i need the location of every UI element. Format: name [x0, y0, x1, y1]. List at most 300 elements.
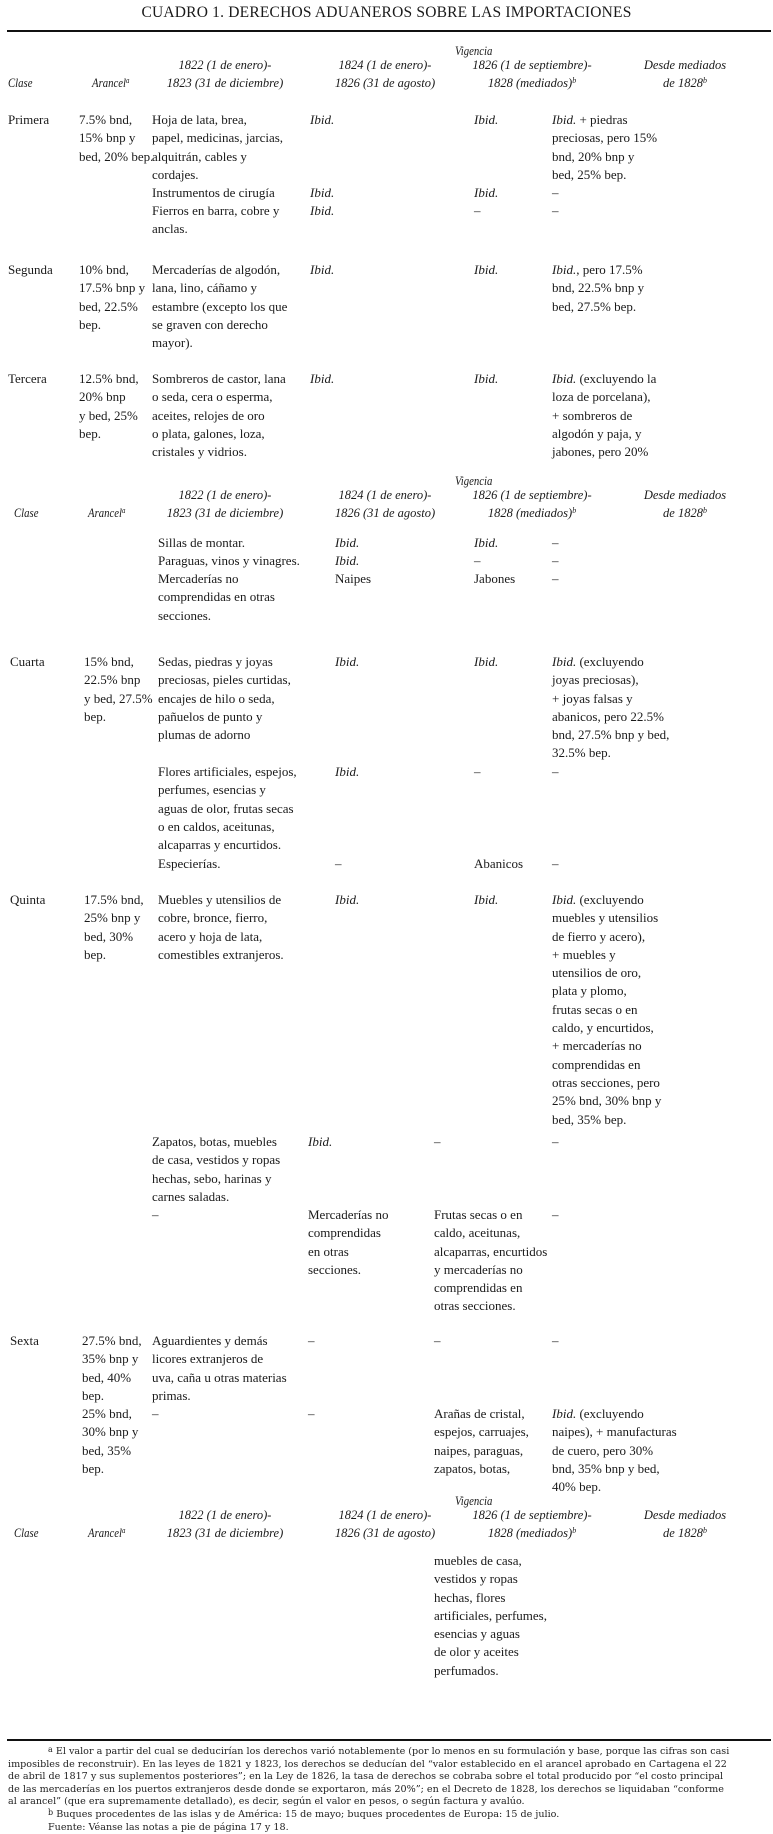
- period-1828-cell: [552, 202, 559, 220]
- clase-cell: [8, 370, 47, 388]
- cell-line: o seda, cera o esperma,: [152, 389, 273, 405]
- period-1828-cell: [552, 763, 559, 781]
- cell-text: Ibid.: [310, 262, 335, 277]
- note-b-mark: b: [702, 1526, 707, 1535]
- cell-line: lana, lino, cáñamo y: [152, 280, 258, 296]
- cell-line: y bed, 27.5%: [84, 690, 153, 706]
- cell-line: bed, 20% bep.: [79, 148, 154, 164]
- cell-line: bnd, 27.5% bnp y bed,: [552, 727, 670, 743]
- note-b-mark: b: [702, 506, 707, 515]
- cell-text: –: [552, 571, 559, 586]
- cell-line: perfumados.: [434, 1662, 499, 1678]
- cell-line: de fierro y acero),: [552, 928, 646, 944]
- cell-line: aguas de olor, frutas secas: [158, 800, 294, 816]
- cell-line: pañuelos de punto y: [158, 708, 263, 724]
- arancel-header: [88, 1524, 125, 1542]
- header-line: 1826 (31 de agosto): [334, 506, 436, 520]
- header-line: 1826 (31 de agosto): [334, 1526, 436, 1540]
- note-b-mark: b: [572, 506, 577, 515]
- cell-line: , pero 17.5%: [576, 262, 643, 277]
- cell-text: Cuarta: [10, 654, 45, 669]
- goods-1822-cell: [158, 570, 275, 625]
- cell-line: acero y hoja de lata,: [158, 928, 263, 944]
- cell-text: Ibid.: [335, 654, 360, 669]
- footnote-a: [8, 1746, 770, 1809]
- cell-text: –: [152, 1207, 159, 1222]
- cell-line: hechas, sebo, harinas y: [152, 1170, 272, 1186]
- cell-text: Ibid.: [310, 203, 335, 218]
- footnote-a-mark: a: [48, 1745, 53, 1754]
- header-line: 1826 (1 de septiembre)-: [472, 58, 592, 72]
- cell-line: carnes saladas.: [152, 1188, 230, 1204]
- cell-line: frutas secas o en: [552, 1001, 638, 1017]
- cell-line: de cuero, pero 30%: [552, 1442, 654, 1458]
- note-b-mark: b: [572, 76, 577, 85]
- header-line: 1823 (31 de diciembre): [166, 506, 284, 520]
- cell-text: Sillas de montar.: [158, 535, 246, 550]
- cell-text: Ibid.: [474, 892, 499, 907]
- cell-line: y mercaderías no: [434, 1261, 523, 1277]
- goods-1822-cell: [158, 763, 297, 854]
- period-1824-header: [320, 486, 450, 522]
- cell-line: de casa, vestidos y ropas: [152, 1152, 281, 1168]
- cell-line: comestibles extranjeros.: [158, 946, 284, 962]
- cell-text: –: [552, 1333, 559, 1348]
- goods-1822-cell: [152, 184, 275, 202]
- header-line: 1822 (1 de enero)-: [178, 1508, 272, 1522]
- cell-text: Tercera: [8, 371, 47, 386]
- period-1826-cell: [434, 1552, 547, 1680]
- goods-1822-cell: [158, 653, 291, 744]
- cell-line: papel, medicinas, jarcias,: [152, 130, 284, 146]
- cell-line: bep.: [84, 946, 107, 962]
- cell-text: –: [474, 764, 481, 779]
- cell-line: caldo, aceitunas,: [434, 1225, 521, 1241]
- cell-line: licores extranjeros de: [152, 1351, 264, 1367]
- cell-line: 15% bnp y: [79, 130, 136, 146]
- period-1826-cell: [474, 111, 498, 129]
- note-a-mark: a: [122, 506, 126, 515]
- arancel-cell: [79, 111, 153, 166]
- arancel-cell: [79, 370, 139, 443]
- cell-line: preciosas, pieles curtidas,: [158, 672, 291, 688]
- period-1826-header: [462, 1506, 602, 1542]
- cell-line: Sombreros de castor, lana: [152, 371, 286, 386]
- period-1824-cell: [335, 570, 371, 588]
- cell-line: bnd, 22.5% bnp y: [552, 280, 645, 296]
- period-1828-header: [610, 1506, 760, 1542]
- period-1826-cell: [434, 1405, 529, 1478]
- cell-line: bed, 25% bep.: [552, 166, 627, 182]
- cell-line: bep.: [79, 316, 102, 332]
- cell-line: 40% bep.: [552, 1479, 602, 1495]
- cell-text: –: [552, 185, 559, 200]
- cell-text: –: [152, 1406, 159, 1421]
- goods-1822-cell: [152, 370, 286, 461]
- period-1828-cell: [552, 855, 559, 873]
- period-1828-cell: [552, 1206, 559, 1224]
- top-rule: [7, 30, 771, 32]
- cell-line: 15% bnd,: [84, 654, 134, 669]
- footnotes: [8, 1746, 770, 1834]
- clase-cell: [10, 653, 45, 671]
- period-1828-cell: [552, 1332, 559, 1350]
- cell-line: muebles de casa,: [434, 1553, 522, 1568]
- cell-line: naipes), + manufacturas: [552, 1424, 677, 1440]
- column-header-block: [0, 472, 773, 522]
- period-1824-cell: [310, 370, 334, 388]
- cell-line: aceites, relojes de oro: [152, 407, 265, 423]
- cell-line: bep.: [82, 1387, 105, 1403]
- cell-line: bed, 30%: [84, 928, 134, 944]
- period-1826-cell: [474, 653, 498, 671]
- header-line: 1828 (mediados): [487, 76, 573, 90]
- cell-line: de olor y aceites: [434, 1644, 519, 1660]
- cell-line: Mercaderías no: [158, 571, 239, 586]
- column-header-block: [0, 1492, 773, 1542]
- period-1826-cell: [474, 261, 498, 279]
- cell-line: Mercaderías no: [308, 1207, 389, 1222]
- cell-line: + muebles y: [552, 946, 616, 962]
- period-1824-cell: [310, 111, 334, 129]
- cell-line: + piedras: [576, 112, 628, 127]
- arancel-label: Arancel: [92, 76, 127, 90]
- cell-text: –: [335, 856, 342, 871]
- period-1824-header: [320, 56, 450, 92]
- period-1826-cell: [474, 552, 481, 570]
- vigencia-label: Vigencia: [455, 44, 493, 58]
- footnote-a-line: de abril de 1817 y sus suplementos posteriores”; en la Ley de 1826, la tasa de derechos se cobraba sobre el total producido por “el costo principal: [8, 1771, 724, 1783]
- cell-text: –: [552, 1134, 559, 1149]
- header-line: 1822 (1 de enero)-: [178, 58, 272, 72]
- cell-text: Ibid.: [474, 112, 499, 127]
- cell-text: Ibid.: [474, 654, 499, 669]
- header-line: 1828 (mediados): [487, 1526, 573, 1540]
- header-line: de 1828: [663, 76, 703, 90]
- period-1824-cell: [335, 653, 359, 671]
- footnote-a-line: de las mercaderías en los puertos extranjeros desde donde se exportaron, más 20%”; en el Decreto de 1828, los derechos se liquidaban “conforme: [8, 1783, 724, 1795]
- note-b-mark: b: [572, 1526, 577, 1535]
- cell-line: Hoja de lata, brea,: [152, 112, 247, 127]
- cell-line: en otras: [308, 1243, 349, 1259]
- cell-line: bnd, 35% bnp y bed,: [552, 1460, 660, 1476]
- cell-text: –: [434, 1134, 441, 1149]
- cell-line: comprendidas en otras: [158, 589, 275, 605]
- cell-line: anclas.: [152, 221, 188, 237]
- cell-line: Arañas de cristal,: [434, 1406, 525, 1421]
- cell-line: muebles y utensilios: [552, 910, 659, 926]
- period-1828-header: [610, 486, 760, 522]
- ibid-marker: Ibid.: [552, 654, 577, 669]
- cell-line: secciones.: [308, 1261, 362, 1277]
- note-b-mark: b: [702, 76, 707, 85]
- cell-line: bep.: [79, 425, 102, 441]
- cell-line: bed, 40%: [82, 1369, 132, 1385]
- period-1826-header: [462, 486, 602, 522]
- cell-line: bed, 35% bep.: [552, 1111, 627, 1127]
- period-1824-cell: [335, 891, 359, 909]
- cell-line: esencias y aguas: [434, 1626, 520, 1642]
- cell-line: 17.5% bnp y: [79, 280, 146, 296]
- cell-line: bnd, 20% bnp y: [552, 148, 635, 164]
- footnote-a-line: El valor a partir del cual se deducirían los derechos varió notablemente (por lo menos en su formulación y base, porque las cifras son casi: [55, 1746, 730, 1757]
- period-1826-cell: [474, 370, 498, 388]
- period-1822-header: [150, 1506, 300, 1542]
- header-line: 1824 (1 de enero)-: [338, 58, 432, 72]
- cell-line: espejos, carruajes,: [434, 1424, 529, 1440]
- period-1824-cell: [308, 1405, 315, 1423]
- goods-1822-cell: [158, 552, 300, 570]
- goods-1822-cell: [152, 1133, 280, 1206]
- cell-line: algodón y paja, y: [552, 425, 642, 441]
- cell-line: bep.: [82, 1460, 105, 1476]
- period-1828-cell: [552, 261, 644, 316]
- cell-line: Muebles y utensilios de: [158, 892, 282, 907]
- cell-line: otras secciones, pero: [552, 1074, 660, 1090]
- cell-line: cristales y vidrios.: [152, 444, 247, 460]
- cell-text: Segunda: [8, 262, 53, 277]
- header-line: 1828 (mediados): [487, 506, 573, 520]
- footnote-a-line: al arancel” (que era supremamente detallado), es decir, según el valor en pesos, o según factura y avalúo.: [8, 1796, 525, 1808]
- vigencia-label: Vigencia: [455, 1494, 493, 1508]
- cell-line: comprendidas: [308, 1225, 381, 1241]
- header-line: de 1828: [663, 1526, 703, 1540]
- period-1828-header: [610, 56, 760, 92]
- cell-line: se graven con derecho: [152, 316, 268, 332]
- period-1826-cell: [474, 763, 481, 781]
- cell-line: alquitrán, cables y: [152, 148, 247, 164]
- cell-text: –: [552, 535, 559, 550]
- cell-text: Ibid.: [335, 764, 360, 779]
- period-1826-cell: [474, 202, 481, 220]
- footnote-a-line: imposibles de reconstruir). En las leyes de 1821 y 1823, los derechos se deducían del “valor establecido en el arancel aprobado en Cartagena el 22: [8, 1758, 727, 1770]
- cell-text: Ibid.: [474, 371, 499, 386]
- period-1828-cell: [552, 184, 559, 202]
- note-a-mark: a: [126, 76, 130, 85]
- cell-line: zapatos, botas,: [434, 1460, 511, 1476]
- period-1828-cell: [552, 111, 657, 184]
- arancel-label: Arancel: [88, 506, 123, 520]
- ibid-marker: Ibid.: [552, 1406, 577, 1421]
- cell-text: Ibid.: [335, 892, 360, 907]
- clase-cell: [10, 891, 45, 909]
- cell-text: Ibid.: [474, 185, 499, 200]
- footnote-b-text: Buques procedentes de las islas y de América: 15 de mayo; buques procedentes de Europa: 15 de julio.: [56, 1808, 560, 1820]
- goods-1822-cell: [152, 111, 283, 184]
- cell-line: (excluyendo: [576, 892, 644, 907]
- header-line: 1823 (31 de diciembre): [166, 1526, 284, 1540]
- header-line: 1823 (31 de diciembre): [166, 76, 284, 90]
- cell-line: cordajes.: [152, 166, 199, 182]
- arancel-cell: [82, 1332, 142, 1405]
- arancel-cell: [84, 653, 153, 726]
- period-1826-cell: [474, 534, 498, 552]
- cell-text: –: [552, 856, 559, 871]
- cell-line: 20% bnp: [79, 389, 126, 405]
- period-1824-cell: [310, 202, 334, 220]
- goods-1822-cell: [152, 261, 287, 352]
- cell-text: –: [552, 764, 559, 779]
- period-1824-cell: [310, 261, 334, 279]
- cell-line: hechas, flores: [434, 1589, 506, 1605]
- cell-line: plata y plomo,: [552, 983, 627, 999]
- goods-1822-cell: [152, 1206, 159, 1224]
- cell-line: 25% bnd, 30% bnp y: [552, 1093, 662, 1109]
- cell-line: (excluyendo: [576, 654, 644, 669]
- ibid-marker: Ibid.: [552, 892, 577, 907]
- cell-line: 27.5% bnd,: [82, 1333, 142, 1348]
- goods-1822-cell: [158, 855, 220, 873]
- cell-text: –: [434, 1333, 441, 1348]
- period-1824-cell: [310, 184, 334, 202]
- period-1826-cell: [474, 184, 498, 202]
- goods-1822-cell: [158, 891, 284, 964]
- header-line: Desde mediados: [643, 488, 727, 502]
- header-line: 1826 (1 de septiembre)-: [472, 1508, 592, 1522]
- cell-line: + mercaderías no: [552, 1038, 642, 1054]
- period-1828-cell: [552, 1133, 559, 1151]
- cell-line: 32.5% bep.: [552, 745, 611, 761]
- arancel-cell: [79, 261, 145, 334]
- ibid-marker: Ibid.: [552, 262, 577, 277]
- note-a-mark: a: [122, 1526, 126, 1535]
- cell-line: Zapatos, botas, muebles: [152, 1134, 277, 1149]
- header-line: de 1828: [663, 506, 703, 520]
- cell-line: (excluyendo la: [576, 371, 657, 386]
- cell-line: cobre, bronce, fierro,: [158, 910, 268, 926]
- table-title: CUADRO 1. DERECHOS ADUANEROS SOBRE LAS IMPORTACIONES: [141, 4, 632, 21]
- cell-line: Frutas secas o en: [434, 1207, 523, 1222]
- period-1828-cell: [552, 570, 559, 588]
- cell-line: naipes, paraguas,: [434, 1442, 524, 1458]
- cell-line: bed, 22.5%: [79, 298, 138, 314]
- cell-line: loza de porcelana),: [552, 389, 651, 405]
- cell-line: + sombreros de: [552, 407, 633, 423]
- clase-cell: [8, 111, 49, 129]
- cell-line: Fierros en barra, cobre y: [152, 203, 280, 218]
- cell-line: plumas de adorno: [158, 727, 251, 743]
- period-1828-cell: [552, 1405, 677, 1496]
- cell-line: bed, 35%: [82, 1442, 132, 1458]
- cell-text: Ibid.: [308, 1134, 333, 1149]
- cell-text: Instrumentos de cirugía: [152, 185, 275, 200]
- cell-line: 10% bnd,: [79, 262, 129, 277]
- period-1828-cell: [552, 653, 669, 763]
- cell-line: abanicos, pero 22.5%: [552, 708, 664, 724]
- cell-line: perfumes, esencias y: [158, 782, 266, 798]
- period-1822-header: [150, 486, 300, 522]
- cell-line: Mercaderías de algodón,: [152, 262, 281, 277]
- arancel-cell: [82, 1405, 138, 1478]
- cell-text: –: [474, 203, 481, 218]
- cell-line: bep.: [84, 708, 107, 724]
- cell-text: Naipes: [335, 571, 372, 586]
- arancel-header: [92, 74, 129, 92]
- period-1826-cell: [434, 1206, 547, 1316]
- footnote-b: [8, 1809, 770, 1822]
- header-line: 1822 (1 de enero)-: [178, 488, 272, 502]
- header-line: 1826 (1 de septiembre)-: [472, 488, 592, 502]
- cell-text: –: [474, 553, 481, 568]
- cell-text: Especierías.: [158, 856, 221, 871]
- cell-text: Jabones: [474, 571, 516, 586]
- cell-line: comprendidas en: [434, 1280, 523, 1296]
- cell-line: vestidos y ropas: [434, 1571, 518, 1587]
- cell-line: 22.5% bnp: [84, 672, 141, 688]
- arancel-cell: [84, 891, 144, 964]
- cell-line: primas.: [152, 1387, 191, 1403]
- period-1824-cell: [308, 1332, 315, 1350]
- header-line: Desde mediados: [643, 1508, 727, 1522]
- cell-line: o en caldos, aceitunas,: [158, 818, 275, 834]
- goods-1822-cell: [152, 1405, 159, 1423]
- period-1826-cell: [434, 1133, 441, 1151]
- footnote-b-mark: b: [48, 1807, 54, 1817]
- period-1828-cell: [552, 552, 559, 570]
- ibid-marker: Ibid.: [552, 371, 577, 386]
- period-1824-cell: [335, 552, 359, 570]
- period-1824-cell: [308, 1206, 389, 1279]
- period-1828-cell: [552, 370, 656, 461]
- cell-line: alcaparras y encurtidos.: [158, 837, 282, 853]
- header-line: 1824 (1 de enero)-: [338, 488, 432, 502]
- cell-line: 30% bnp y: [82, 1424, 139, 1440]
- cell-text: Paraguas, vinos y vinagres.: [158, 553, 300, 568]
- cell-text: Ibid.: [335, 535, 360, 550]
- cell-line: Aguardientes y demás: [152, 1333, 268, 1348]
- cell-line: 17.5% bnd,: [84, 892, 144, 907]
- cell-line: alcaparras, encurtidos: [434, 1243, 548, 1259]
- cell-text: –: [552, 1207, 559, 1222]
- cell-line: Sedas, piedras y joyas: [158, 654, 273, 669]
- cell-text: Ibid.: [310, 185, 335, 200]
- cell-text: Sexta: [10, 1333, 39, 1348]
- cell-line: caldo, y encurtidos,: [552, 1020, 654, 1036]
- clase-header: Clase: [14, 506, 39, 520]
- cell-text: Quinta: [10, 892, 46, 907]
- column-header-block: [0, 42, 773, 92]
- period-1828-cell: [552, 891, 661, 1129]
- cell-line: y bed, 25%: [79, 407, 138, 423]
- header-line: Desde mediados: [643, 58, 727, 72]
- period-1828-cell: [552, 534, 559, 552]
- cell-text: Ibid.: [474, 262, 499, 277]
- cell-line: o plata, galones, loza,: [152, 425, 265, 441]
- cell-line: jabones, pero 20%: [552, 444, 649, 460]
- period-1826-cell: [474, 891, 498, 909]
- cell-text: Ibid.: [310, 112, 335, 127]
- period-1826-cell: [434, 1332, 441, 1350]
- cell-text: Ibid.: [335, 553, 360, 568]
- period-1826-cell: [474, 570, 515, 588]
- cell-line: artificiales, perfumes,: [434, 1607, 547, 1623]
- cell-line: 25% bnp y: [84, 910, 141, 926]
- cell-line: bed, 27.5% bep.: [552, 298, 637, 314]
- goods-1822-cell: [152, 1332, 287, 1405]
- clase-header: Clase: [14, 1526, 39, 1540]
- arancel-header: [88, 504, 125, 522]
- period-1824-cell: [335, 855, 342, 873]
- cell-text: Abanicos: [474, 856, 524, 871]
- goods-1822-cell: [152, 202, 279, 239]
- cell-line: + joyas falsas y: [552, 690, 633, 706]
- arancel-label: Arancel: [88, 1526, 123, 1540]
- period-1824-cell: [335, 534, 359, 552]
- cell-line: mayor).: [152, 335, 193, 351]
- cell-line: preciosas, pero 15%: [552, 130, 658, 146]
- period-1824-cell: [335, 763, 359, 781]
- cell-line: 7.5% bnd,: [79, 112, 133, 127]
